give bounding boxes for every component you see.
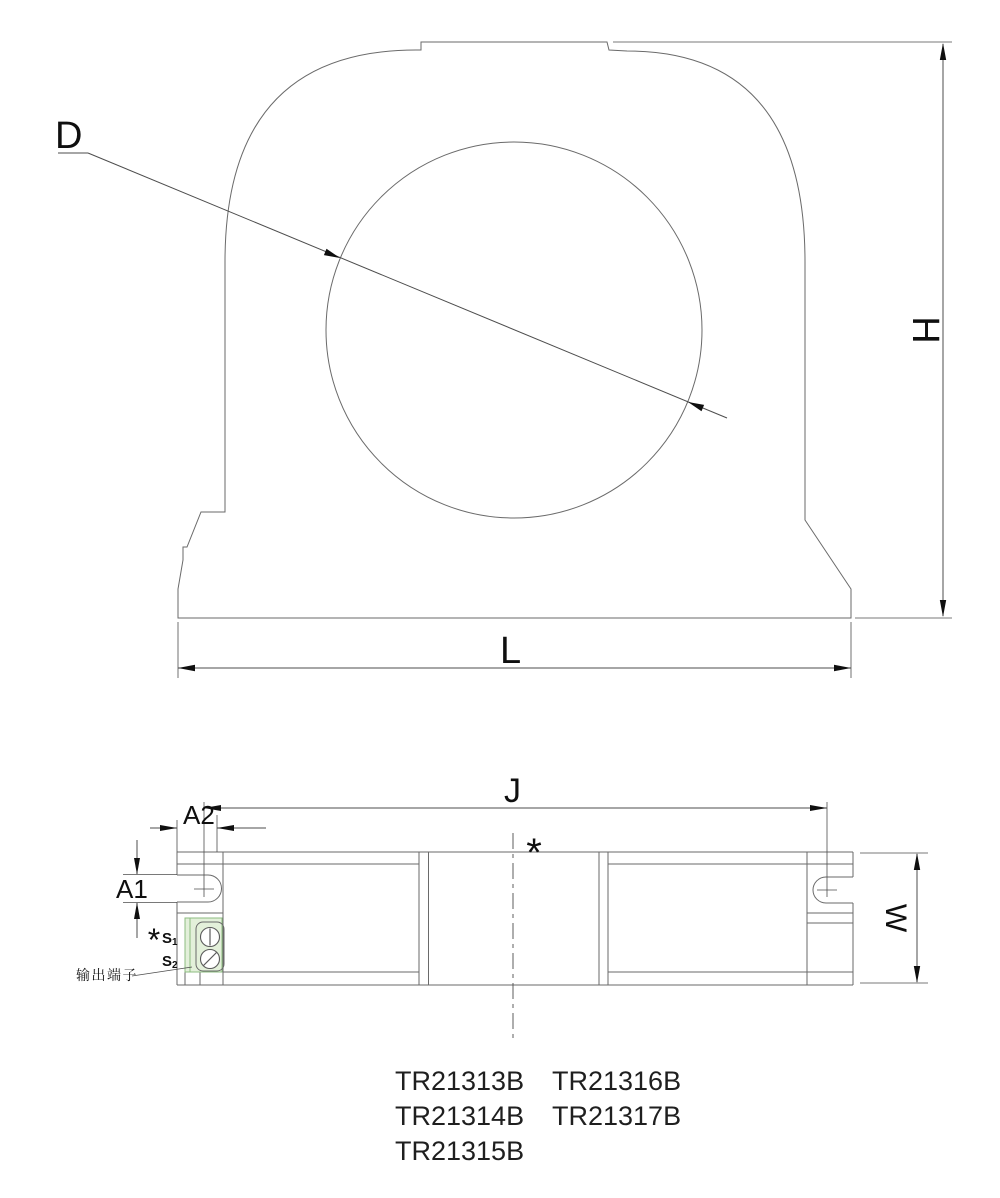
diameter-arrowhead-lower bbox=[688, 402, 704, 411]
height-dimension bbox=[613, 42, 952, 618]
model-number: TR21316B bbox=[552, 1066, 682, 1096]
diameter-leader-line bbox=[88, 153, 727, 418]
length-arrow-left bbox=[178, 665, 195, 671]
w-arrow-top bbox=[914, 853, 920, 870]
length-label: L bbox=[500, 630, 522, 672]
height-arrow-bottom bbox=[940, 600, 946, 617]
a1-arrow-top bbox=[134, 858, 140, 875]
w-dimension-label: W bbox=[879, 903, 912, 933]
body-outline bbox=[177, 852, 853, 985]
a1-arrow-bottom bbox=[134, 903, 140, 920]
diameter-label: D bbox=[55, 115, 83, 157]
a2-arrow-right bbox=[217, 825, 234, 831]
model-number-list bbox=[395, 1066, 681, 1166]
output-terminal-block bbox=[185, 918, 224, 972]
j-dimension bbox=[204, 772, 827, 897]
height-arrow-top bbox=[940, 43, 946, 60]
a2-dimension-label: A2 bbox=[183, 800, 215, 830]
length-arrow-right bbox=[834, 665, 851, 671]
j-arrow-right bbox=[810, 805, 827, 811]
height-label: H bbox=[904, 316, 946, 344]
diameter-arrowhead-upper bbox=[324, 249, 340, 258]
output-terminal-caption: 输出端子 bbox=[76, 967, 138, 983]
j-dimension-label: J bbox=[504, 772, 521, 810]
terminal-asterisk-mark: * bbox=[147, 922, 161, 958]
left-mounting-slot bbox=[177, 875, 222, 902]
model-number: TR21315B bbox=[395, 1136, 525, 1166]
front-view bbox=[55, 42, 952, 678]
w-dimension bbox=[860, 853, 928, 983]
center-asterisk-mark: * bbox=[526, 831, 542, 875]
model-number: TR21313B bbox=[395, 1066, 525, 1096]
w-arrow-bottom bbox=[914, 966, 920, 983]
s1-terminal-label: S1 bbox=[162, 930, 178, 948]
terminal-annotations bbox=[76, 922, 192, 983]
length-dimension bbox=[178, 622, 851, 678]
model-number: TR21317B bbox=[552, 1101, 682, 1131]
diameter-dimension bbox=[55, 115, 727, 418]
right-mounting-slot bbox=[813, 877, 853, 903]
a1-dimension bbox=[116, 840, 177, 938]
a1-dimension-label: A1 bbox=[116, 874, 148, 904]
s2-terminal-label: S2 bbox=[162, 953, 178, 971]
a2-arrow-left bbox=[160, 825, 177, 831]
model-number: TR21314B bbox=[395, 1101, 525, 1131]
bottom-view bbox=[76, 772, 928, 1038]
